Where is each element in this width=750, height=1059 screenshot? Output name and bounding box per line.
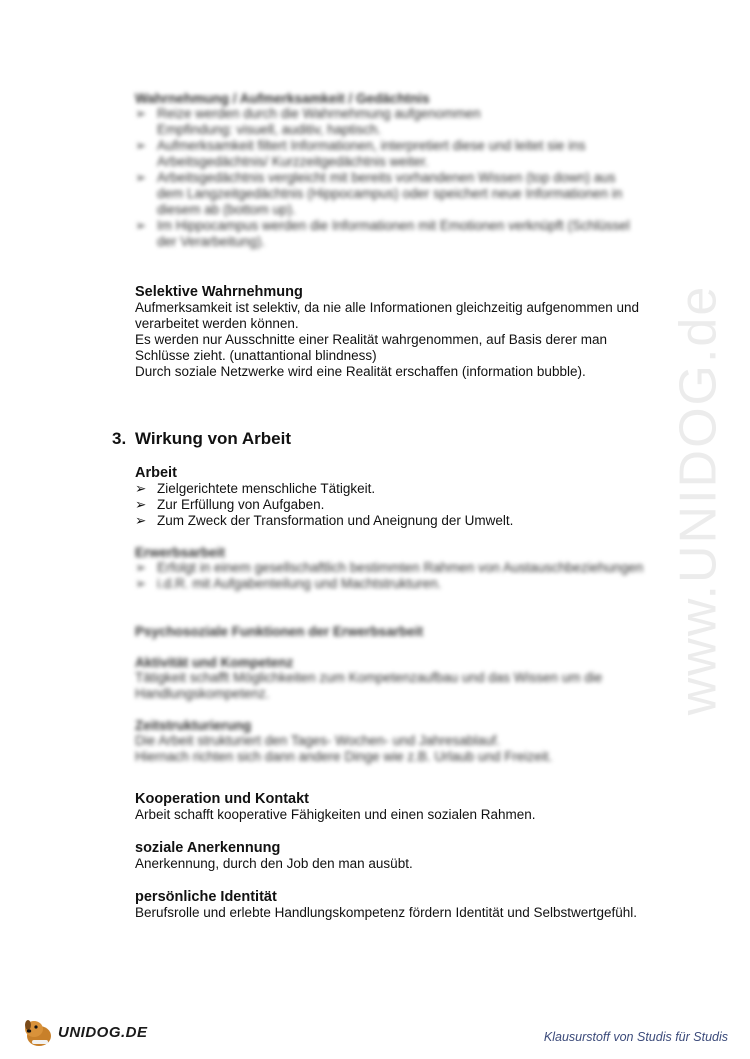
- blurred-mid-section: [135, 545, 665, 765]
- list-item: ➢ Zielgerichtete menschliche Tätigkeit.: [135, 481, 376, 496]
- aktivitaet-line: Handlungskompetenz.: [135, 686, 270, 701]
- footer-tagline: Klausurstoff von Studis für Studis: [543, 1030, 728, 1044]
- zeitstrukturierung-title: Zeitstrukturierung: [135, 718, 252, 733]
- selektive-line: Es werden nur Ausschnitte einer Realität wahrgenommen, auf Basis derer man: [135, 332, 607, 347]
- logo-text: UNIDOG.DE: [58, 1023, 148, 1041]
- kooperation-section: [135, 791, 675, 823]
- anerkennung-title: soziale Anerkennung: [135, 840, 281, 856]
- selektive-title: Selektive Wahrnehmung: [135, 284, 303, 300]
- zeit-line: Hiernach richten sich dann andere Dinge wie z.B. Urlaub und Freizeit.: [135, 749, 553, 764]
- psychosoziale-title: Psychosoziale Funktionen der Erwerbsarbeit: [135, 624, 424, 639]
- identitaet-title: persönliche Identität: [135, 889, 277, 905]
- list-item: ➢ Arbeitsgedächtnis vergleicht mit bereits vorhandenen Wissen (top down) aus: [135, 170, 616, 185]
- anerkennung-text: Anerkennung, durch den Job den man ausübt.: [135, 856, 413, 871]
- zeit-line: Die Arbeit strukturiert den Tages- Wochen- und Jahresablauf.: [135, 733, 500, 748]
- list-item: ➢ i.d.R. mit Aufgabenteilung und Machtstrukturen.: [135, 576, 442, 591]
- anerkennung-section: [135, 840, 675, 872]
- list-item: dem Langzeitgedächtnis (Hippocampus) oder speichert neue Informationen in: [157, 186, 623, 201]
- selektive-line: verarbeitet werden können.: [135, 316, 299, 331]
- section-title: Wirkung von Arbeit: [135, 429, 291, 448]
- list-item: ➢ Zum Zweck der Transformation und Aneignung der Umwelt.: [135, 513, 514, 528]
- selektive-line: Aufmerksamkeit ist selektiv, da nie alle Informationen gleichzeitig aufgenommen und: [135, 300, 640, 315]
- selektive-section: [135, 284, 675, 380]
- list-item: ➢ Aufmerksamkeit filtert Informationen, interpretiert diese und leitet sie ins: [135, 138, 586, 153]
- footer-logo: [22, 1014, 148, 1050]
- selektive-line: Durch soziale Netzwerke wird eine Realität erschaffen (information bubble).: [135, 364, 586, 379]
- erwerbsarbeit-title: Erwerbsarbeit: [135, 545, 226, 560]
- list-item: Empfindung: visuell, auditiv, haptisch.: [157, 122, 382, 137]
- aktivitaet-line: Tätigkeit schafft Möglichkeiten zum Kompetenzaufbau und das Wissen um die: [135, 670, 603, 685]
- kooperation-title: Kooperation und Kontakt: [135, 791, 309, 807]
- selektive-line: Schlüsse zieht. (unattantional blindness): [135, 348, 377, 363]
- blurred-top-section: [135, 91, 655, 250]
- list-item: ➢ Erfolgt in einem gesellschaftlich bestimmten Rahmen von Austauschbeziehungen: [135, 560, 644, 575]
- blurred-top-title: Wahrnehmung / Aufmerksamkeit / Gedächtnis: [135, 91, 430, 106]
- arbeit-section: [135, 465, 655, 529]
- arbeit-title: Arbeit: [135, 465, 177, 481]
- section-number: 3.: [112, 429, 127, 448]
- kooperation-text: Arbeit schafft kooperative Fähigkeiten und einen sozialen Rahmen.: [135, 807, 536, 822]
- list-item: ➢ Im Hippocampus werden die Informationen mit Emotionen verknüpft (Schlüssel: [135, 218, 630, 233]
- list-item: Arbeitsgedächtnis/ Kurzzeitgedächtnis weiter.: [157, 154, 429, 169]
- identitaet-section: [135, 889, 695, 921]
- list-item: ➢ Zur Erfüllung von Aufgaben.: [135, 497, 325, 512]
- list-item: diesem ab (bottom up).: [157, 202, 296, 217]
- dog-mascot-icon: [22, 1016, 56, 1048]
- watermark: www.UNIDOG.de: [669, 284, 727, 716]
- aktivitaet-title: Aktivität und Kompetenz: [135, 655, 294, 670]
- list-item: der Verarbeitung).: [157, 234, 266, 249]
- list-item: ➢ Reize werden durch die Wahrnehmung aufgenommen: [135, 106, 481, 121]
- identitaet-text: Berufsrolle und erlebte Handlungskompetenz fördern Identität und Selbstwertgefühl.: [135, 905, 638, 920]
